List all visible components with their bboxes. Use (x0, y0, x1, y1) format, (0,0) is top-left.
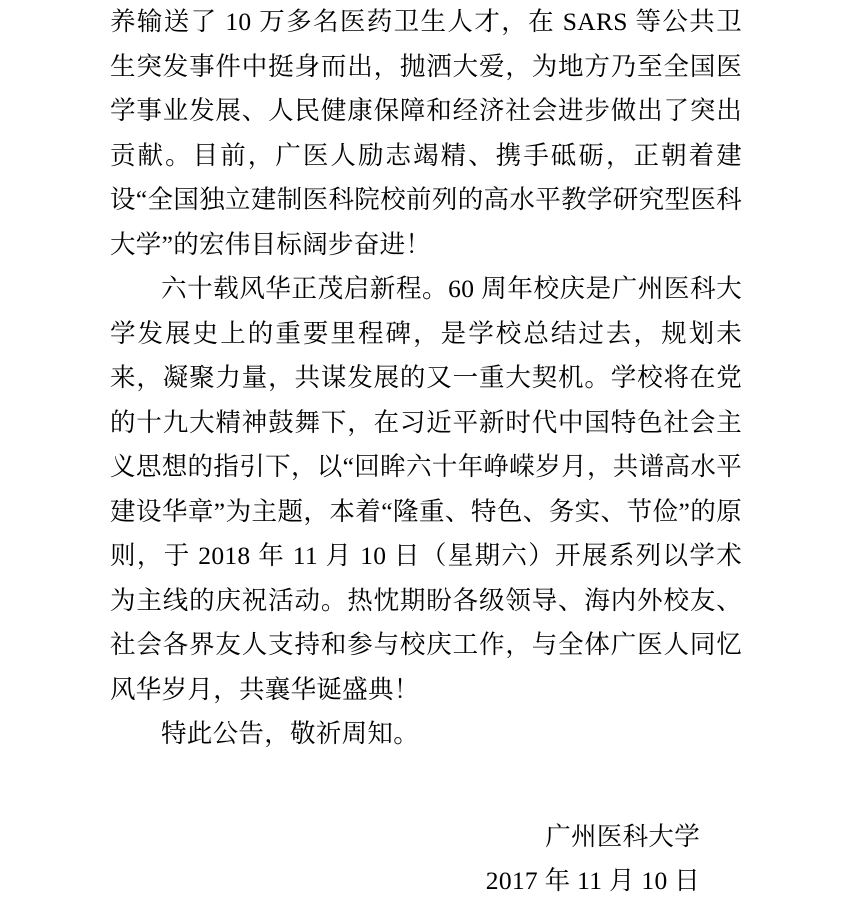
signature-organization: 广州医科大学 (545, 821, 700, 851)
paragraph-anniversary: 六十载风华正茂启新程。60 周年校庆是广州医科大学发展史上的重要里程碑，是学校总结过去，规划未来，凝聚力量，共谋发展的又一重大契机。学校将在党的十九大精神鼓舞下，在习近平新时代中国特色社会主义思想的指引下，以“回眸六十年峥嵘岁月，共谱高水平建设华章”为主题，本着“隆重、特色、务实、节俭”的原则，于 2018 年 11 月 10 日（星期六）开展系列以学术为主线的庆祝活动。热忱期盼各级领导、海内外校友、社会各界友人支持和参与校庆工作，与全体广医人同忆风华岁月，共襄华诞盛典！ (110, 274, 742, 704)
paragraph-notice: 特此公告，敬祈周知。 (161, 719, 420, 748)
paragraph-continuation: 养输送了 10 万多名医药卫生人才，在 SARS 等公共卫生突发事件中挺身而出，抛洒大爱，为地方乃至全国医学事业发展、人民健康保障和经济社会进步做出了突出贡献。目前，广医人励志竭精、携手砥砺，正朝着建设“全国独立建制医科院校前列的高水平教学研究型医科大学”的宏伟目标阔步奋进！ (110, 7, 742, 259)
signature-block (110, 815, 742, 904)
signature-date: 2017 年 11 月 10 日 (485, 866, 700, 895)
